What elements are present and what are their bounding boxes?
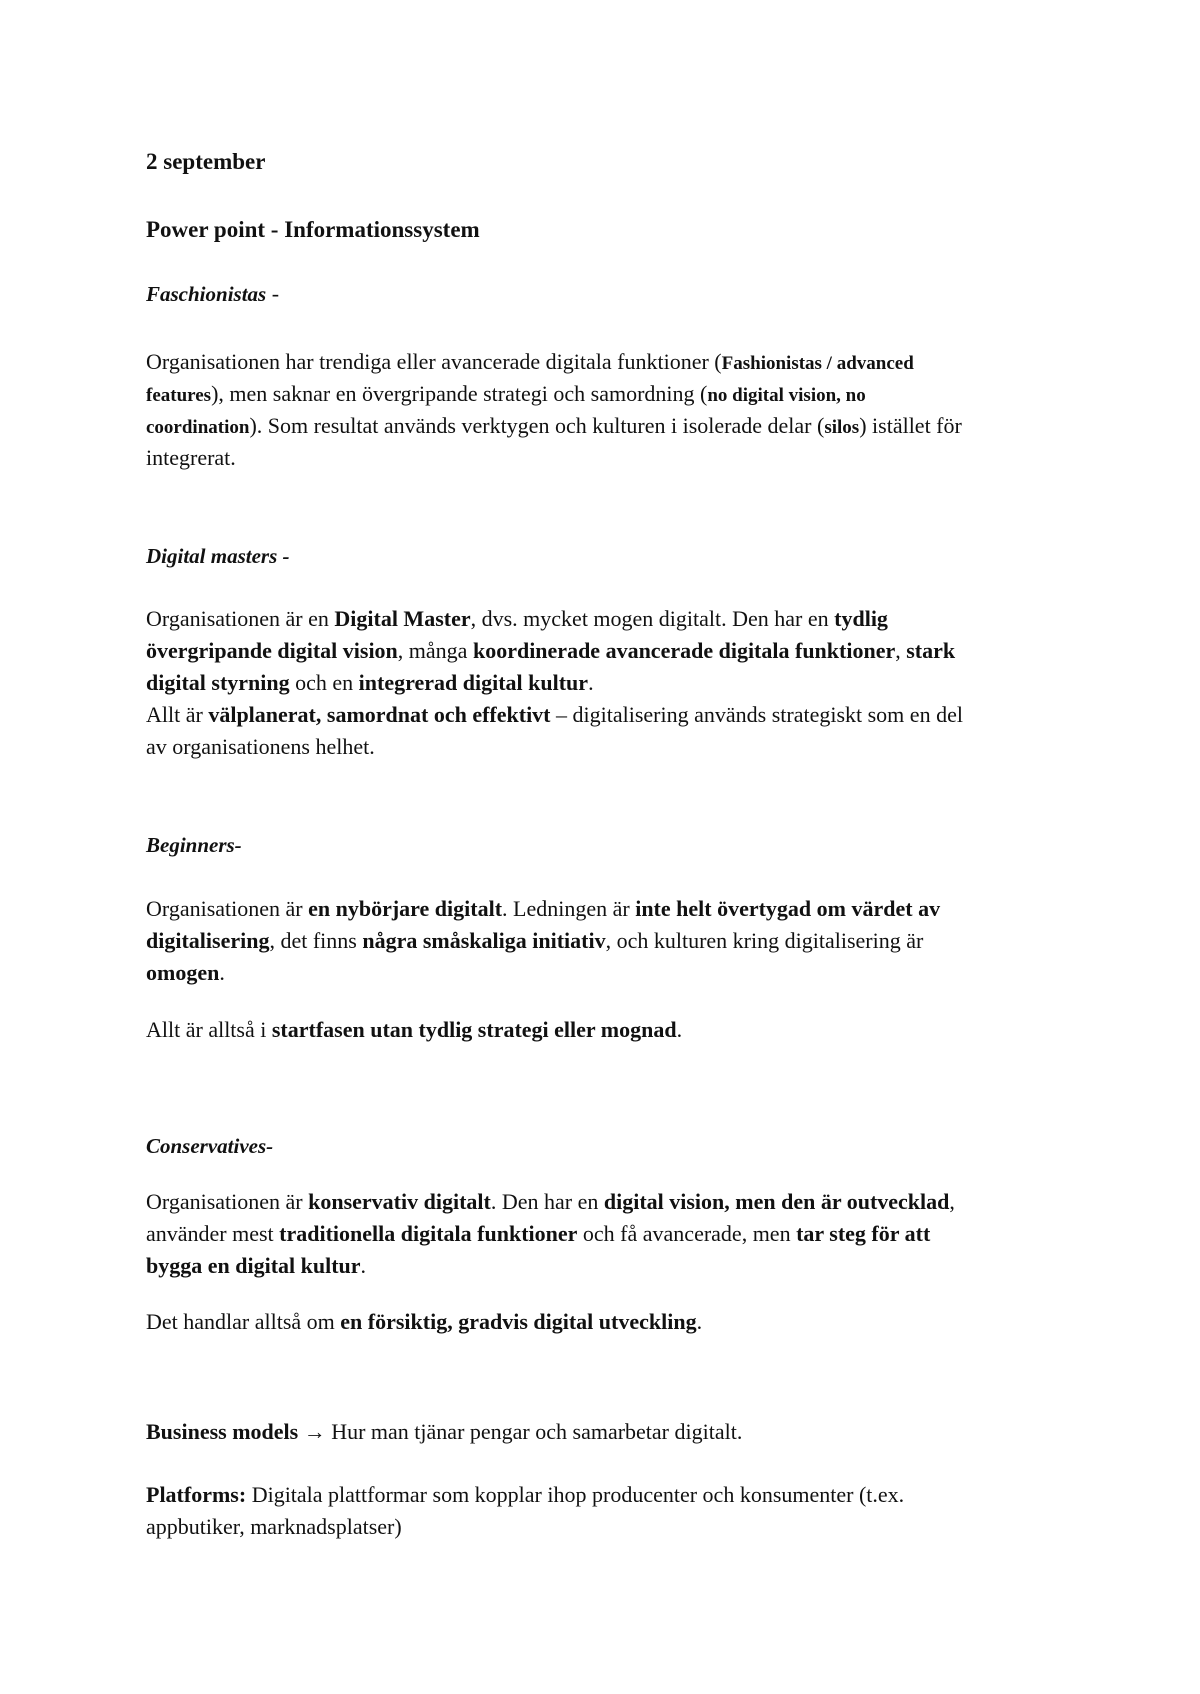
- bold-run: tar steg för att: [796, 1221, 931, 1246]
- conservatives-paragraph-2: [146, 1306, 1106, 1338]
- bold-run: omogen: [146, 960, 220, 985]
- bold-run: Digital Master: [334, 606, 471, 631]
- business-models-line: [146, 1416, 1106, 1448]
- text-run: , och kulturen kring digitalisering är: [605, 928, 924, 953]
- conservatives-line-2: [146, 1218, 1106, 1250]
- fashionistas-line-4: [146, 442, 1106, 474]
- fashionistas-line-3: [146, 410, 1106, 444]
- bold-run: startfasen utan tydlig strategi eller mognad: [271, 1017, 677, 1042]
- date-heading: [146, 146, 1106, 178]
- text-run: . Ledningen är: [502, 896, 636, 921]
- text-run: ), men saknar en övergripande strategi och samordning (: [211, 381, 708, 406]
- text-run: .: [360, 1253, 367, 1278]
- digital-masters-line-1: [146, 603, 1106, 635]
- title-text: Power point - Informationssystem: [146, 217, 480, 242]
- beginners-line-3: [146, 957, 1106, 989]
- digital-masters-line-2: [146, 635, 1106, 667]
- text-run: integrerat.: [146, 445, 236, 470]
- fashionistas-line-2: [146, 378, 1106, 412]
- bold-run: Fashionistas / advanced: [721, 353, 914, 374]
- bold-run: features: [146, 385, 212, 406]
- text-run: Organisationen har trendiga eller avancerade digitala funktioner (: [146, 349, 722, 374]
- bold-run: en försiktig, gradvis digital utveckling: [340, 1309, 697, 1334]
- text-run: Allt är: [146, 702, 209, 727]
- text-run: , det finns: [269, 928, 363, 953]
- bold-run: Business models: [146, 1419, 299, 1444]
- bold-run: silos: [824, 417, 860, 438]
- text-run: och få avancerade, men: [577, 1221, 797, 1246]
- bold-run: traditionella digitala funktioner: [279, 1221, 578, 1246]
- arrow-glyph: →: [298, 1419, 332, 1444]
- text-run: Hur man tjänar pengar och samarbetar digitalt.: [331, 1419, 743, 1444]
- text-run: . Den har en: [490, 1189, 604, 1214]
- text-run: Allt är alltså i: [146, 1017, 272, 1042]
- section-label-beginners: [146, 829, 1106, 861]
- bold-run: tydlig: [834, 606, 888, 631]
- text-run: ) istället för: [859, 413, 962, 438]
- bold-run: coordination: [146, 417, 250, 438]
- beginners-paragraph-2: [146, 1014, 1106, 1046]
- bold-run: inte helt övertygad om värdet av: [635, 896, 941, 921]
- label-text: Beginners-: [146, 833, 242, 857]
- bold-run: övergripande digital vision: [146, 638, 398, 663]
- text-run: , dvs. mycket mogen digitalt. Den har en: [470, 606, 835, 631]
- section-label-conservatives: [146, 1130, 1106, 1162]
- text-run: – digitalisering används strategiskt som en del: [550, 702, 963, 727]
- bold-run: Platforms:: [146, 1482, 247, 1507]
- digital-masters-line-4: [146, 699, 1106, 731]
- bold-run: digital styrning: [146, 670, 290, 695]
- bold-run: några småskaliga initiativ: [362, 928, 606, 953]
- bold-run: digital vision, men den är outvecklad: [603, 1189, 950, 1214]
- text-run: .: [588, 670, 594, 695]
- platforms-line-2: [146, 1511, 1106, 1543]
- label-text: Digital masters -: [146, 544, 290, 568]
- bold-run: digitalisering: [146, 928, 270, 953]
- text-run: .: [676, 1017, 683, 1042]
- bold-run: koordinerade avancerade digitala funktioner: [472, 638, 896, 663]
- bold-run: no digital vision, no: [707, 385, 866, 406]
- conservatives-line-3: [146, 1250, 1106, 1282]
- bold-run: integrerad digital kultur: [358, 670, 589, 695]
- date-text: 2 september: [146, 149, 266, 174]
- label-text: Faschionistas: [146, 282, 267, 306]
- text-run: ). Som resultat används verktygen och kulturen i isolerade delar (: [249, 413, 825, 438]
- text-run: Digitala plattformar som kopplar ihop producenter och konsumenter (t.ex.: [246, 1482, 905, 1507]
- text-run: av organisationens helhet.: [146, 734, 375, 759]
- bold-run: välplanerat, samordnat och effektivt: [208, 702, 551, 727]
- bold-run: bygga en digital kultur: [146, 1253, 361, 1278]
- document-title: [146, 214, 1106, 246]
- label-text: Conservatives-: [146, 1134, 274, 1158]
- digital-masters-line-3: [146, 667, 1106, 699]
- bold-run: stark: [906, 638, 956, 663]
- conservatives-line-1: [146, 1186, 1106, 1218]
- platforms-line-1: [146, 1479, 1106, 1511]
- text-run: appbutiker, marknadsplatser): [146, 1514, 402, 1539]
- text-run: , många: [397, 638, 473, 663]
- fashionistas-line-1: [146, 346, 1106, 380]
- bold-run: en nybörjare digitalt: [308, 896, 503, 921]
- text-run: Organisationen är: [146, 1189, 309, 1214]
- text-run: ,: [895, 638, 907, 663]
- text-run: Det handlar alltså om: [146, 1309, 341, 1334]
- section-label-digital-masters: [146, 540, 1106, 572]
- text-run: .: [696, 1309, 703, 1334]
- text-run: och en: [289, 670, 359, 695]
- beginners-line-1: [146, 893, 1106, 925]
- text-run: Organisationen är: [146, 896, 309, 921]
- text-run: använder mest: [146, 1221, 280, 1246]
- label-suffix: -: [266, 281, 280, 306]
- bold-run: konservativ digitalt: [308, 1189, 491, 1214]
- digital-masters-line-5: [146, 731, 1106, 763]
- text-run: Organisationen är en: [146, 606, 335, 631]
- text-run: ,: [949, 1189, 955, 1214]
- text-run: .: [219, 960, 225, 985]
- beginners-line-2: [146, 925, 1106, 957]
- section-label-fashionistas: [146, 278, 1106, 310]
